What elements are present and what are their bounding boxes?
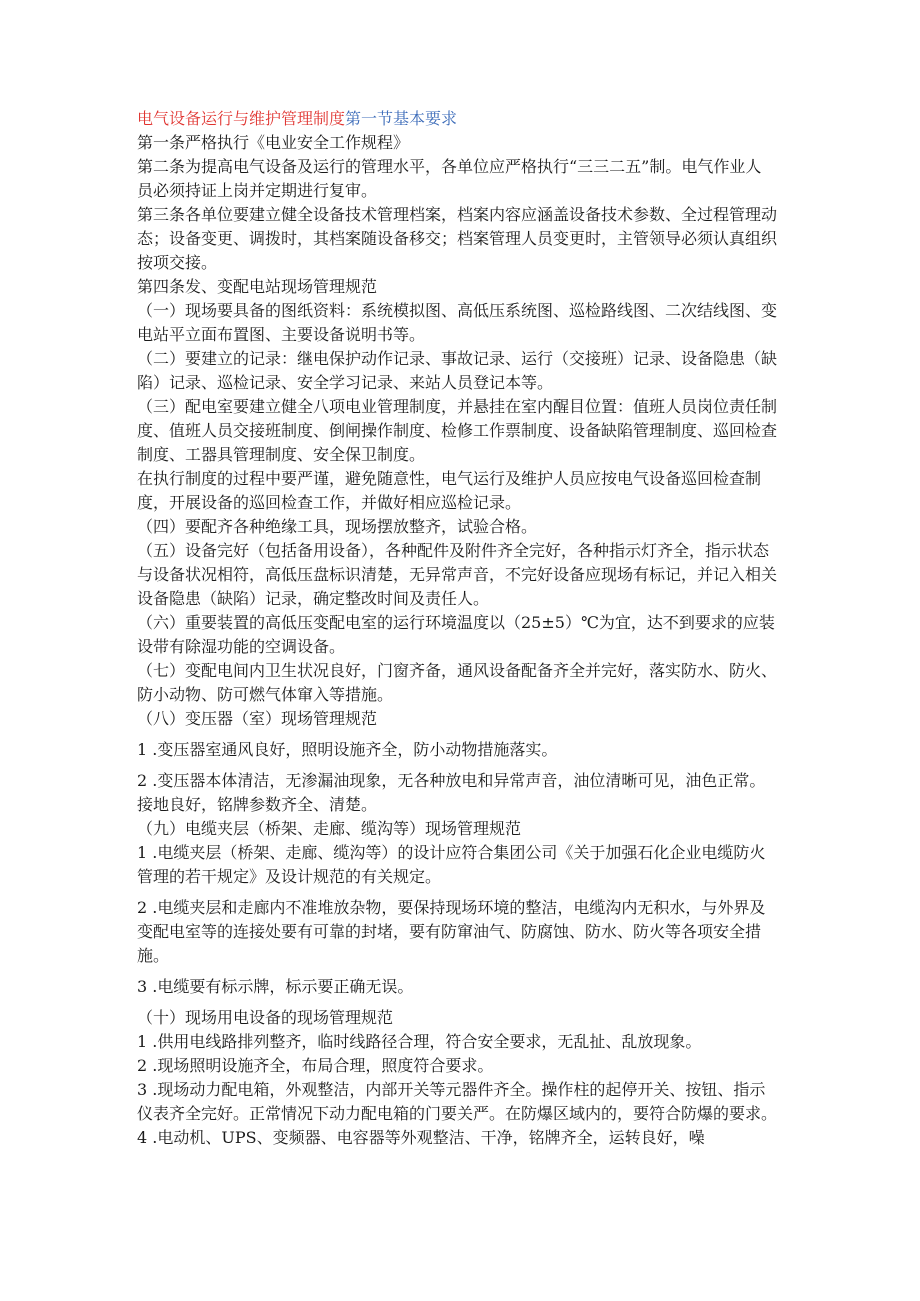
clause-10-item-3: 3 .现场动力配电箱，外观整洁，内部开关等元器件齐全。操作柱的起停开关、按钮、指示仪表齐全完好。正常情况下动力配电箱的门要关严。在防爆区域内的，要符合防爆的要求。 [137, 1080, 778, 1123]
clause-9-item-1: 1 .电缆夹层（桥架、走廊、缆沟等）的设计应符合集团公司《关于加强石化企业电缆防火管理的若干规定》及设计规范的有关规定。 [137, 843, 766, 886]
clause-10-item-4: 4 .电动机、UPS、变频器、电容器等外观整洁、干净，铭牌齐全，运转良好，噪 [137, 1128, 705, 1147]
article-4-heading: 第四条发、变配电站现场管理规范 [137, 277, 378, 296]
clause-10-heading: （十）现场用电设备的现场管理规范 [137, 1008, 394, 1027]
clause-9-item-2: 2 .电缆夹层和走廊内不准堆放杂物，要保持现场环境的整洁，电缆沟内无积水，与外界及变配电室等的连接处要有可靠的封堵，要有防窜油气、防腐蚀、防水、防火等各项安全措施。 [137, 898, 766, 965]
clause-7: （七）变配电间内卫生状况良好，门窗齐备，通风设备配备齐全并完好，落实防水、防火、防小动物、防可燃气体窜入等措施。 [137, 661, 778, 704]
clause-3: （三）配电室要建立健全八项电业管理制度，并悬挂在室内醒目位置：值班人员岗位责任制度、值班人员交接班制度、倒闸操作制度、检修工作票制度、设备缺陷管理制度、巡回检查制度、工器具管理制度、安全保卫制度。 [137, 397, 778, 464]
article-3: 第三条各单位要建立健全设备技术管理档案，档案内容应涵盖设备技术参数、全过程管理动态；设备变更、调拨时，其档案随设备移交；档案管理人员变更时，主管领导必须认真组织按项交接。 [137, 205, 778, 272]
clause-6: （六）重要装置的高低压变配电室的运行环境温度以（25±5）℃为宜，达不到要求的应装设带有除湿功能的空调设备。 [137, 613, 775, 656]
clause-1: （一）现场要具备的图纸资料：系统模拟图、高低压系统图、巡检路线图、二次结线图、变电站平立面布置图、主要设备说明书等。 [137, 301, 778, 344]
clause-4: （四）要配齐各种绝缘工具，现场摆放整齐，试验合格。 [137, 517, 538, 536]
clause-8-item-1: 1 .变压器室通风良好，照明设施齐全，防小动物措施落实。 [137, 740, 558, 759]
clause-10-item-2: 2 .现场照明设施齐全，布局合理，照度符合要求。 [137, 1056, 494, 1075]
clause-5: （五）设备完好（包括备用设备），各种配件及附件齐全完好，各种指示灯齐全，指示状态与设备状况相符，高低压盘标识清楚，无异常声音，不完好设备应现场有标记，并记入相关设备隐患（缺陷）记录，确定整改时间及责任人。 [137, 541, 778, 608]
article-2: 第二条为提高电气设备及运行的管理水平，各单位应严格执行“三三二五”制。电气作业人员必须持证上岗并定期进行复审。 [137, 157, 762, 200]
clause-3-note: 在执行制度的过程中要严谨，避免随意性，电气运行及维护人员应按电气设备巡回检查制度，开展设备的巡回检查工作，并做好相应巡检记录。 [137, 469, 762, 512]
article-1: 第一条严格执行《电业安全工作规程》 [137, 133, 410, 152]
clause-9-heading: （九）电缆夹层（桥架、走廊、缆沟等）现场管理规范 [137, 819, 522, 838]
document-title [137, 107, 777, 131]
clause-2: （二）要建立的记录：继电保护动作记录、事故记录、运行（交接班）记录、设备隐患（缺陷）记录、巡检记录、安全学习记录、来站人员登记本等。 [137, 349, 778, 392]
document-page [137, 107, 777, 1150]
section-heading: 第一节基本要求 [345, 109, 458, 128]
clause-9-item-3: 3 .电缆要有标示牌，标示要正确无误。 [137, 977, 414, 996]
clause-8-heading: （八）变压器（室）现场管理规范 [137, 709, 378, 728]
clause-10-item-1: 1 .供用电线路排列整齐，临时线路径合理，符合安全要求，无乱扯、乱放现象。 [137, 1032, 702, 1051]
clause-8-item-2: 2 .变压器本体清洁，无渗漏油现象，无各种放电和异常声音，油位清晰可见，油色正常。接地良好，铭牌参数齐全、清楚。 [137, 771, 766, 814]
document-title-main: 电气设备运行与维护管理制度 [137, 109, 346, 128]
